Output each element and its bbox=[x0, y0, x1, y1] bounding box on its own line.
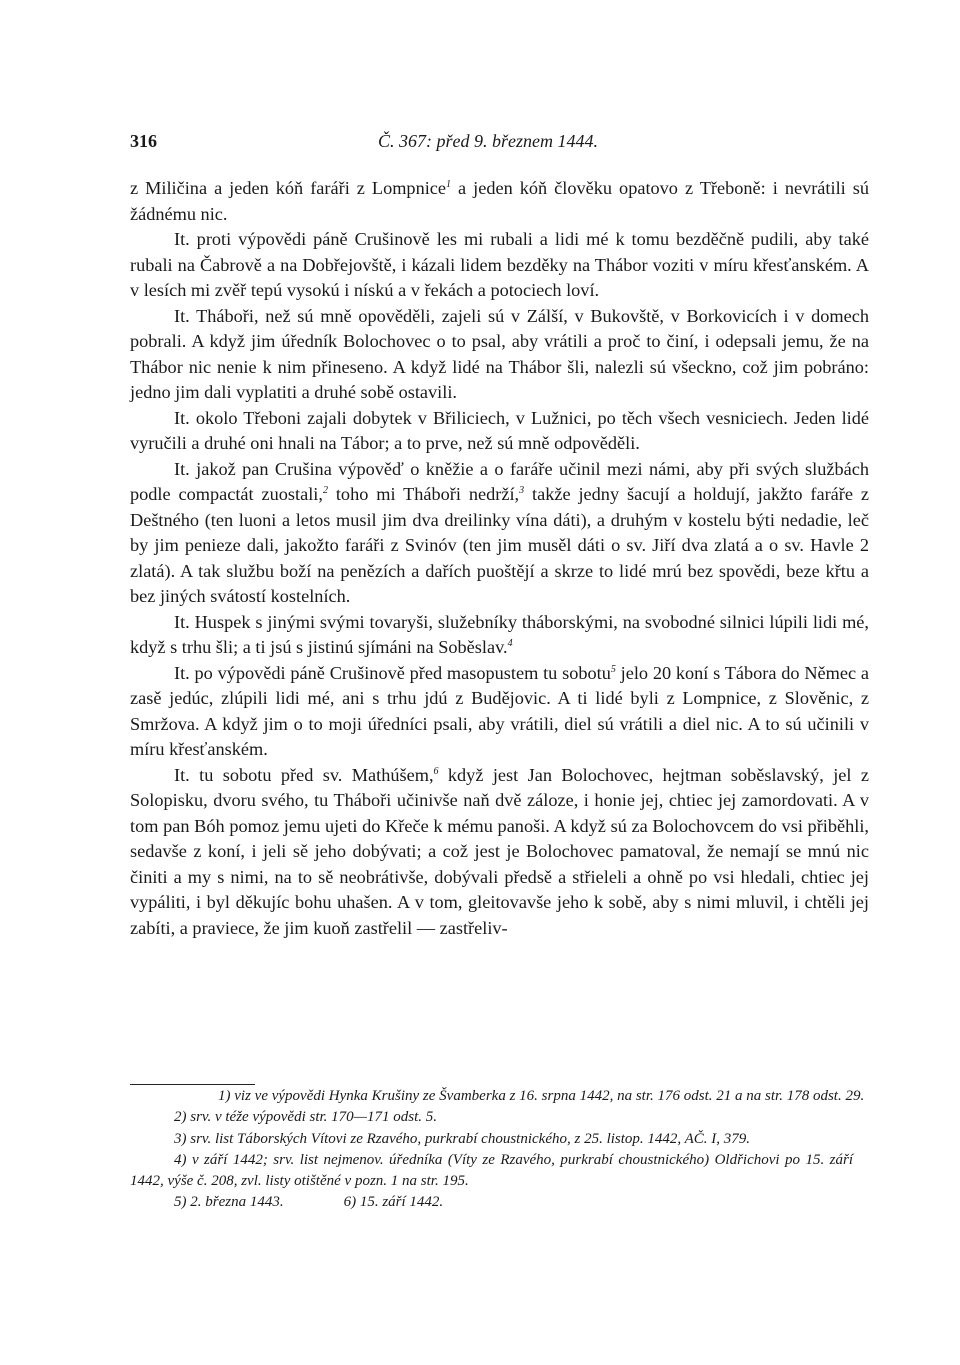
footnote-divider bbox=[130, 1084, 255, 1085]
footnote-marker: 3 bbox=[519, 484, 525, 496]
text-run: jelo 20 koní s Tábora do Němec a zasě jedúc, zlúpili lidi mé, ani s trhu jdú z Budějovic. A ti lidé byli z Lompnice, z Slověnic, z Smržova. A když jim o to moji úředníci psali, aby vrátili, diel sú vrátili a diel nic. A to sú učinili v míru křesťanském. bbox=[130, 662, 870, 759]
text-run: toho mi Tháboři nedrží, bbox=[327, 484, 520, 504]
body-text bbox=[130, 176, 869, 941]
footnote-1: 1) viz ve výpovědi Hynka Krušiny ze Švamberka z 16. srpna 1442, na str. 176 odst. 21 a na str. 178 odst. 29. bbox=[218, 1088, 865, 1104]
footnote-3: 3) srv. list Táborských Vítovi ze Rzavého, purkrabí choustnického, z 25. listop. 1442, AČ. I, 379. bbox=[174, 1130, 751, 1147]
text-run: když jest Jan Bolochovec, hejtman soběslavský, jel z Solopisku, dvoru svého, tu Tháboři učinivše naň dvě záloze, i honie jej, chtiec jej zamordovati. A v tom pan Bóh pomoz jemu ujeti do Křeče k mému panoši. A když sú za Bolochovcem do vsi přiběhli, sedavše z koní, i jeli sě jeho dobývati; a což jest je Bolochovec pamatoval, že nemají se mnú nic činiti a my s nimi, na to sě neobrátivše, dobývali předsě a střieleli a ohně po vsi hledali, chtiec jej vypáliti, i byl děkujíc bohu uhašen. A v tom, gleitovavše jeho k sobě, aby s nimi mluvil, i chtěli jej zabíti, a praviece, že jim kuoň zastřelil — zastřeliv- bbox=[130, 764, 869, 938]
paragraph-7 bbox=[130, 661, 869, 763]
footnote-5: 5) 2. března 1443. bbox=[174, 1194, 284, 1211]
footnote-block bbox=[130, 1086, 869, 1214]
running-head bbox=[130, 131, 869, 157]
footnote-6: 6) 15. září 1442. bbox=[343, 1194, 444, 1211]
text-run: It. po výpovědi páně Crušinově před masopustem tu sobotu bbox=[174, 662, 611, 683]
footnote-marker: 2 bbox=[322, 484, 328, 496]
footnote-4: 4) v září 1442; srv. list nejmenov. úředníka (Víty ze Rzavého, purkrabí choustnického) Oldřichovi po 15. září 1442, výše č. 208, zvl. listy otištěné v pozn. 1 na str. 195. bbox=[130, 1151, 853, 1190]
text-run: takže jedny šacují a holdují, jakžto faráře z Deštného (ten luoni a letos musil jim dva dreilinky vína dáti), a druhým v kostelu býti nedadie, leč by jim penieze dali, jakožto faráři z Svinóv (ten jim musěl dáti o sv. Jiří dva zlatá a o sv. Havle 2 zlatá). A tak službu boží na penězích a dařích puoštějí a skrze to lidé mrú bez spovědi, beze křtu a bez jiných svátostí kostelních. bbox=[130, 484, 869, 606]
text-run: z Miličina a jeden kóň faráři z Lompnice bbox=[130, 178, 447, 198]
text-run: It. proti výpovědi páně Crušinově les mi rubali a lidi mé k tomu bezděčně pudili, aby také rubali na Čabrově a na Dobřejovště, i kázali lidem bezděky na Thábor voziti v míru křesťanském. A v lesích mi zvěř tepú vysokú i nískú a v řekách a potociech loví. bbox=[130, 229, 869, 300]
page-number: 316 bbox=[130, 131, 157, 151]
text-run: a jeden kóň člověku opatovo z Třeboně: i nevrátili sú žádnému nic. bbox=[130, 178, 869, 224]
paragraph-6 bbox=[130, 610, 869, 661]
footnote-marker: 5 bbox=[610, 663, 616, 675]
footnote-marker: 4 bbox=[507, 637, 513, 649]
text-run: It. Huspek s jinými svými tovaryši, služebníky tháborskými, na svobodné silnici lúpili lidi mé, když s trhu šli; a ti jsú s jistinú sjímáni na Soběslav. bbox=[130, 611, 869, 657]
paragraph-8 bbox=[130, 763, 869, 942]
footnote-marker: 1 bbox=[446, 178, 452, 190]
footnote-2: 2) srv. v téže výpovědi str. 170—171 odst. 5. bbox=[174, 1109, 438, 1126]
paragraph-4 bbox=[130, 406, 869, 457]
paragraph-1 bbox=[130, 176, 869, 227]
paragraph-3 bbox=[130, 304, 869, 406]
text-run: It. Tháboři, než sú mně opověděli, zajeli sú v Zálší, v Bukovště, v Borkovicích i v domech pobrali. A když jim úředník Bolochovec o to psal, aby vrátili a proč to činí, i odepsali jemu, že na Thábor nic nenie k nim přineseno. A když lidé na Thábor šli, nalezli sú všeckno, což jim pobráno: jedno jim dali vyplatiti a druhé sobě ostavili. bbox=[130, 305, 869, 402]
footnote-marker: 6 bbox=[433, 765, 439, 777]
paragraph-2 bbox=[130, 227, 869, 304]
text-run: It. okolo Třeboni zajali dobytek v Břiliciech, v Lužnici, po těch všech vesniciech. Jeden lidé vyručili a druhé oni hnali na Tábor; a to prve, než sú mně odpověděli. bbox=[130, 407, 869, 453]
footnotes bbox=[130, 1086, 869, 1214]
text-run: It. tu sobotu před sv. Mathúšem, bbox=[174, 764, 434, 785]
paragraph-5 bbox=[130, 457, 869, 610]
text-run: It. jakož pan Crušina výpověď o kněžie a o faráře učinil mezi námi, aby při svých službách podle compactát zuostali, bbox=[130, 458, 869, 504]
running-title: Č. 367: před 9. březnem 1444. bbox=[378, 131, 598, 151]
